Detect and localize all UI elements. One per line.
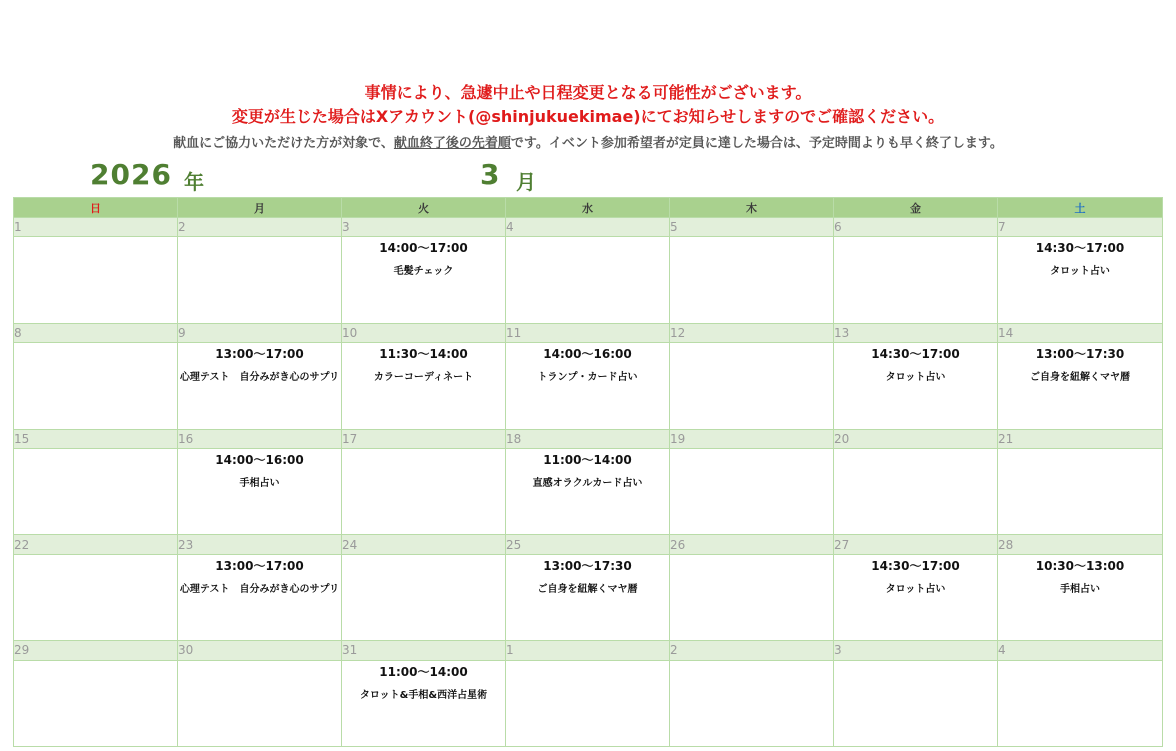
event-name: 心理テスト 自分みがき心のサプリ	[179, 583, 340, 595]
day-number: 2	[178, 218, 342, 237]
weekday-tuesday: 火	[342, 198, 506, 218]
event-name: 手相占い	[1060, 583, 1100, 595]
event-time: 13:00～17:00	[215, 558, 304, 573]
week-5-day-numbers	[14, 641, 1163, 660]
day-number: 23	[178, 535, 342, 554]
event-time: 14:30～17:00	[871, 347, 960, 362]
day-cell	[14, 343, 178, 429]
day-number: 21	[998, 429, 1163, 448]
event-time: 13:00～17:30	[1035, 347, 1125, 362]
day-cell	[834, 237, 998, 323]
day-number: 18	[506, 429, 670, 448]
day-number: 3	[342, 218, 506, 237]
event-time: 14:00～17:00	[379, 241, 468, 256]
day-number: 5	[670, 218, 834, 237]
day-number: 27	[834, 535, 998, 554]
day-number: 22	[14, 535, 178, 554]
event-name: 毛髪チェック	[393, 266, 454, 278]
notice-eligibility-post: です。イベント参加希望者が定員に達した場合は、予定時間よりも早く終了します。	[510, 136, 1003, 151]
day-cell	[506, 554, 670, 640]
event-name: カラーコーディネート	[373, 372, 474, 384]
day-number: 16	[178, 429, 342, 448]
week-4-day-numbers	[14, 535, 1163, 554]
day-number: 1	[14, 218, 178, 237]
day-cell	[834, 660, 998, 746]
day-cell	[14, 237, 178, 323]
day-number: 11	[506, 323, 670, 342]
notice-eligibility-underline: 献血終了後の先着順	[393, 136, 511, 151]
day-cell	[834, 343, 998, 429]
day-number: 3	[834, 641, 998, 660]
day-cell	[506, 237, 670, 323]
day-cell	[342, 448, 506, 534]
day-cell	[998, 448, 1163, 534]
day-number: 28	[998, 535, 1163, 554]
day-number: 26	[670, 535, 834, 554]
calendar-month-unit: 月	[516, 170, 536, 194]
day-cell	[342, 554, 506, 640]
day-cell	[178, 554, 342, 640]
day-number: 12	[670, 323, 834, 342]
event-name: ご自身を紐解くマヤ暦	[537, 583, 638, 595]
event-name: ご自身を紐解くマヤ暦	[1030, 372, 1130, 384]
event-time: 11:00～14:00	[379, 664, 468, 679]
day-number: 10	[342, 323, 506, 342]
week-1-day-numbers	[14, 218, 1163, 237]
day-cell	[14, 554, 178, 640]
day-cell	[834, 554, 998, 640]
day-number: 17	[342, 429, 506, 448]
event-name: 直感オラクルカード占い	[532, 477, 643, 489]
day-number: 24	[342, 535, 506, 554]
week-2-events	[14, 343, 1163, 429]
day-number: 8	[14, 323, 178, 342]
day-cell	[14, 660, 178, 746]
week-5-events	[14, 660, 1163, 746]
calendar-month: 3	[480, 158, 501, 191]
day-number: 15	[14, 429, 178, 448]
weekday-header	[14, 198, 1163, 218]
day-cell	[998, 237, 1163, 323]
event-time: 14:00～16:00	[543, 347, 632, 362]
week-3-events	[14, 448, 1163, 534]
week-2-day-numbers	[14, 323, 1163, 342]
day-cell	[178, 237, 342, 323]
day-number: 13	[834, 323, 998, 342]
event-name: タロット占い	[1050, 266, 1110, 278]
day-number: 29	[14, 641, 178, 660]
day-number: 7	[998, 218, 1163, 237]
calendar-grid	[13, 197, 1163, 747]
day-cell	[178, 660, 342, 746]
notice-eligibility-pre: 献血にご協力いただけた方が対象で、	[173, 136, 394, 151]
day-number: 31	[342, 641, 506, 660]
calendar-year-unit: 年	[184, 170, 204, 194]
event-time: 13:00～17:00	[215, 347, 304, 362]
week-4-events	[14, 554, 1163, 640]
day-cell	[998, 660, 1163, 746]
day-number: 19	[670, 429, 834, 448]
day-number: 4	[998, 641, 1163, 660]
day-number: 6	[834, 218, 998, 237]
day-cell	[506, 448, 670, 534]
event-time: 14:30～17:00	[1035, 241, 1125, 256]
day-number: 30	[178, 641, 342, 660]
week-1-events	[14, 237, 1163, 323]
day-cell	[998, 343, 1163, 429]
day-cell	[670, 554, 834, 640]
day-cell	[506, 660, 670, 746]
event-time: 10:30～13:00	[1035, 558, 1125, 573]
day-cell	[178, 448, 342, 534]
weekday-thursday: 木	[670, 198, 834, 218]
weekday-sunday: 日	[14, 198, 178, 218]
day-number: 9	[178, 323, 342, 342]
notice-x-account: 変更が生じた場合はXアカウント(@shinjukuekimae)にてお知らせしますのでご確認ください。	[231, 107, 945, 126]
day-number: 25	[506, 535, 670, 554]
weekday-wednesday: 水	[506, 198, 670, 218]
event-name: タロット占い	[885, 583, 946, 595]
event-time: 11:30～14:00	[379, 347, 468, 362]
event-name: タロット占い	[885, 372, 946, 384]
day-number: 2	[670, 641, 834, 660]
day-cell	[342, 660, 506, 746]
day-number: 4	[506, 218, 670, 237]
day-cell	[998, 554, 1163, 640]
event-name: 手相占い	[239, 477, 280, 489]
event-time: 11:00～14:00	[543, 452, 632, 467]
weekday-saturday: 土	[998, 198, 1163, 218]
event-time: 13:00～17:30	[543, 558, 632, 573]
day-cell	[670, 343, 834, 429]
day-cell	[506, 343, 670, 429]
event-time: 14:00～16:00	[215, 452, 304, 467]
day-cell	[670, 237, 834, 323]
day-cell	[670, 448, 834, 534]
day-cell	[834, 448, 998, 534]
day-cell	[342, 237, 506, 323]
event-name: 心理テスト 自分みがき心のサプリ	[179, 372, 340, 384]
calendar-year: 2026	[90, 158, 172, 191]
day-number: 1	[506, 641, 670, 660]
week-3-day-numbers	[14, 429, 1163, 448]
weekday-friday: 金	[834, 198, 998, 218]
notice-eligibility	[0, 132, 1176, 151]
weekday-monday: 月	[178, 198, 342, 218]
day-cell	[14, 448, 178, 534]
event-name: タロット&手相&西洋占星術	[359, 689, 488, 701]
day-cell	[178, 343, 342, 429]
event-name: トランプ・カード占い	[537, 372, 638, 384]
day-number: 20	[834, 429, 998, 448]
day-cell	[670, 660, 834, 746]
day-cell	[342, 343, 506, 429]
event-time: 14:30～17:00	[871, 558, 960, 573]
day-number: 14	[998, 323, 1163, 342]
notice-cancellation: 事情により、急遽中止や日程変更となる可能性がございます。	[364, 83, 812, 102]
